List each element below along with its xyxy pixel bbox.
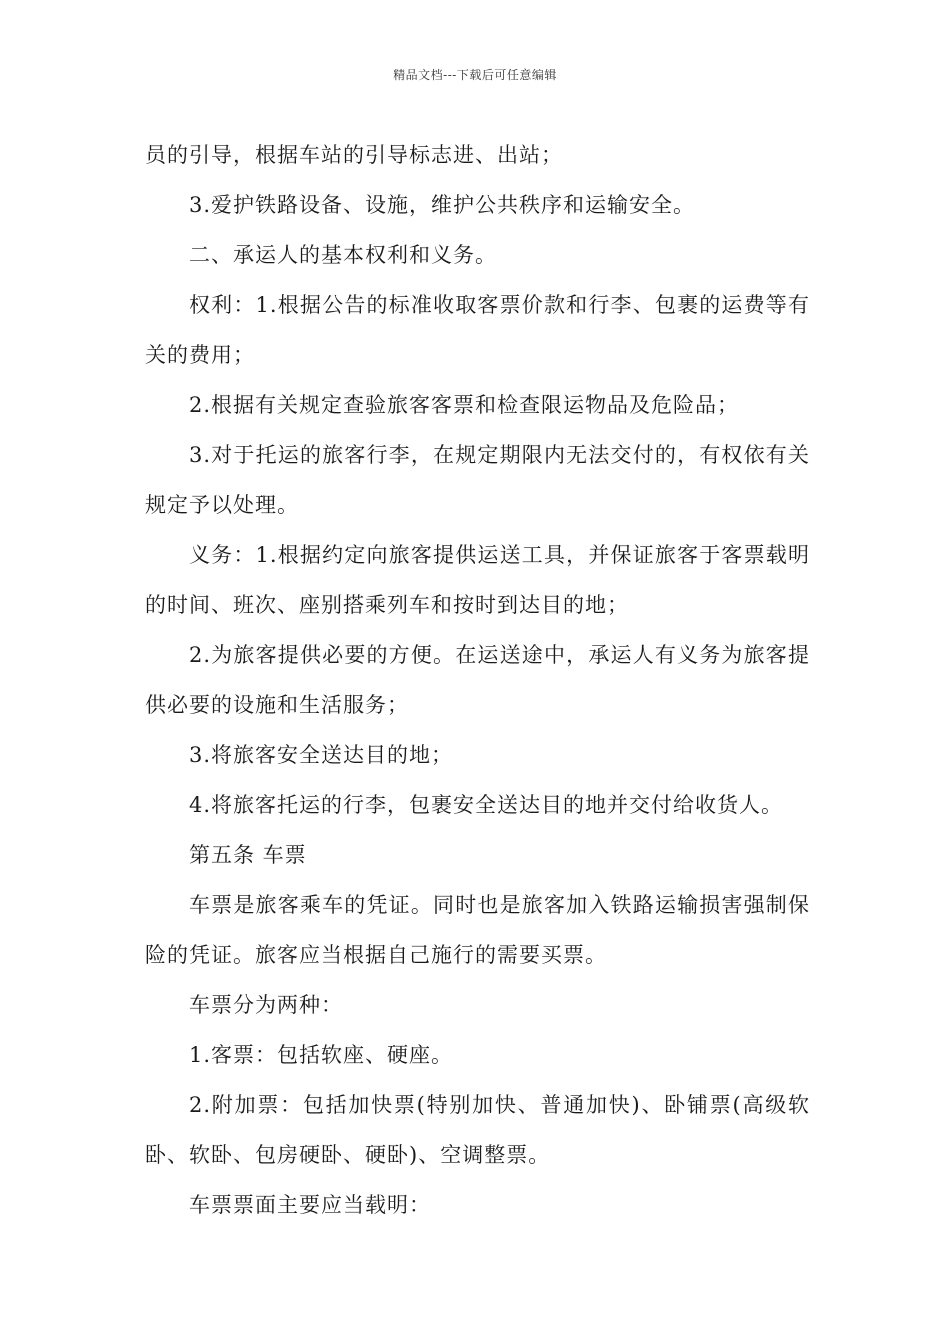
paragraph: 2.根据有关规定查验旅客客票和检查限运物品及危险品； bbox=[189, 393, 740, 417]
paragraph: 车票分为两种： bbox=[189, 993, 343, 1017]
section-heading: 二、承运人的基本权利和义务。 bbox=[189, 243, 497, 267]
page-header: 精品文档---下载后可任意编辑 bbox=[393, 68, 557, 82]
paragraph: 义务：1.根据约定向旅客提供运送工具，并保证旅客于客票载明的时间、班次、座别搭乘列车和按时到达目的地； bbox=[145, 543, 810, 617]
paragraph: 3.爱护铁路设备、设施，维护公共秩序和运输安全。 bbox=[189, 193, 696, 217]
paragraph: 员的引导，根据车站的引导标志进、出站； bbox=[145, 143, 563, 167]
paragraph: 2.附加票：包括加快票(特别加快、普通加快)、卧铺票(高级软卧、软卧、包房硬卧、硬卧)、空调整票。 bbox=[145, 1093, 810, 1167]
paragraph: 车票票面主要应当载明： bbox=[189, 1193, 431, 1217]
document-body bbox=[145, 130, 810, 1230]
paragraph: 3.将旅客安全送达目的地； bbox=[189, 743, 454, 767]
paragraph: 3.对于托运的旅客行李，在规定期限内无法交付的，有权依有关规定予以处理。 bbox=[145, 443, 810, 517]
paragraph: 2.为旅客提供必要的方便。在运送途中，承运人有义务为旅客提供必要的设施和生活服务； bbox=[145, 643, 810, 717]
paragraph: 4.将旅客托运的行李，包裹安全送达目的地并交付给收货人。 bbox=[189, 793, 784, 817]
paragraph: 权利：1.根据公告的标准收取客票价款和行李、包裹的运费等有关的费用； bbox=[145, 293, 810, 367]
article-heading: 第五条 车票 bbox=[189, 843, 307, 867]
paragraph: 车票是旅客乘车的凭证。同时也是旅客加入铁路运输损害强制保险的凭证。旅客应当根据自己施行的需要买票。 bbox=[145, 893, 810, 967]
paragraph: 1.客票：包括软座、硬座。 bbox=[189, 1043, 454, 1067]
